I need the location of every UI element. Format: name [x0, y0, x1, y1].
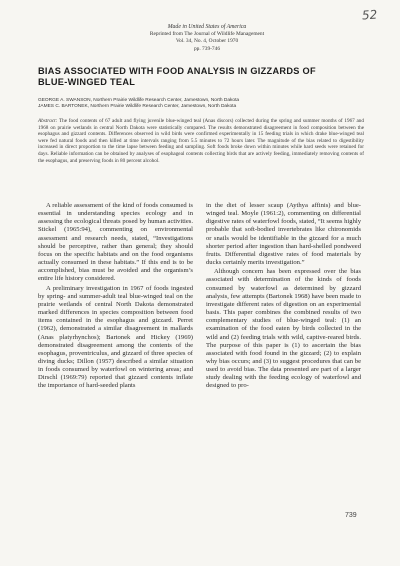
author-line-1: GEORGE A. SWANSON, Northern Prairie Wildlife Research Center, Jamestown, North Dakota — [38, 98, 240, 103]
made-in-line: Made in United States of America — [167, 24, 247, 30]
body-column-left — [38, 202, 193, 391]
abstract — [38, 118, 364, 164]
pages-line: pp. 739-746 — [193, 45, 221, 52]
abstract-text: The food contents of 67 adult and flying juvenile blue-winged teal (Anas discors) collected during the spring and summer months of 1967 and 1968 on prairie wetlands in central North Dakota were statistically compared. The results demonstrated disagreement in food composition between the esophagus and gizzard contents. Differences observed in wild birds were confirmed experimentally in 15 feeding trials in which drake blue-winged teal were fed natural foods and then killed at time intervals ranging from 5.5 minutes to 72 hours later. The magnitude of the bias related to digestibility increased in direct proportion to the time lapse between feeding and sampling. Soft foods broke down within minutes while hard seeds were retained for days. Reliable information can be obtained by analyses of esophageal contents collecting birds that are actively feeding, immediately removing contents of the esophagus, and preserving foods in 80 percent alcohol. — [38, 118, 364, 164]
volume-line: Vol. 34, No. 4, October 1970 — [175, 38, 239, 45]
body-column-right — [206, 202, 361, 391]
abstract-label: Abstract: — [38, 118, 58, 124]
page-number: 739 — [345, 512, 357, 519]
article-title: BIAS ASSOCIATED WITH FOOD ANALYSIS IN GIZZARDS OF BLUE-WINGED TEAL — [38, 66, 316, 87]
reprinted-from-line: Reprinted from The Journal of Wildlife Management — [149, 31, 265, 38]
body-paragraph: in the diet of lesser scaup (Aythya affinis) and blue-winged teal. Moyle (1961:2), commenting on differential digestive rates of waterfowl foods, stated, “It seems highly probable that soft-bodied invertebrates like chironomids or snails would be identifiable in the gizzard for a much shorter period after ingestion than hard-shelled pondweed fruits. Differential digestive rates of food materials by ducks certainly merits investigation.” — [206, 202, 361, 267]
body-paragraph: A reliable assessment of the kind of foods consumed is essential in understanding species ecology and in assessing the ecological threats posed by human activities. Stickel (1965:94), commenting on environmental assessment and research needs, stated, “Investigations should be perceptive, rather than general; they should focus on the specific habitats and on the food organisms actually consumed in these habitats.” If this end is to be accomplished, bias must be avoided and the organism’s entire life history considered. — [38, 202, 193, 283]
body-paragraph: Although concern has been expressed over the bias associated with determination of the kinds of foods consumed by waterfowl as determined by gizzard analysis, few attempts (Bartonek 1968) have been made to investigate different rates of digestion on an experimental basis. This paper combines the combined results of two complementary studies of blue-winged teal: (1) an examination of the food eaten by birds collected in the wild and (2) feeding trials with wild, captive-reared birds. The purpose of this paper is (1) to ascertain the bias associated with food found in the gizzard; (2) to explain why bias occurs; and (3) to suggest procedures that can be used to avoid bias. The data presented are part of a larger study dealing with the feeding ecology of waterfowl and designed to pro- — [206, 268, 361, 390]
body-paragraph: A preliminary investigation in 1967 of foods ingested by spring- and summer-adult teal blue-winged teal on the prairie wetlands of central North Dakota demonstrated marked differences in species composition between food items contained in the esophagus and gizzard. Perret (1962), demonstrated a similar disagreement in mallards (Anas platyrhynchos); Bartonek and Hickey (1969) demonstrated disagreement among the contents of the esophagus, proventriculus, and gizzard of three species of diving ducks; Dillon (1957) described a similar situation in foods consumed by waterfowl on wintering areas; and Dirschl (1969:79) reported that gizzard contents inflate the importance of hard-seeded plants — [38, 284, 193, 390]
reprint-header — [88, 24, 326, 53]
author-line-2: JAMES C. BARTONEK, Northern Prairie Wildlife Research Center, Jamestown, North Dakota — [38, 104, 237, 110]
handwritten-note: 52 — [361, 7, 378, 23]
author-block — [38, 98, 338, 111]
